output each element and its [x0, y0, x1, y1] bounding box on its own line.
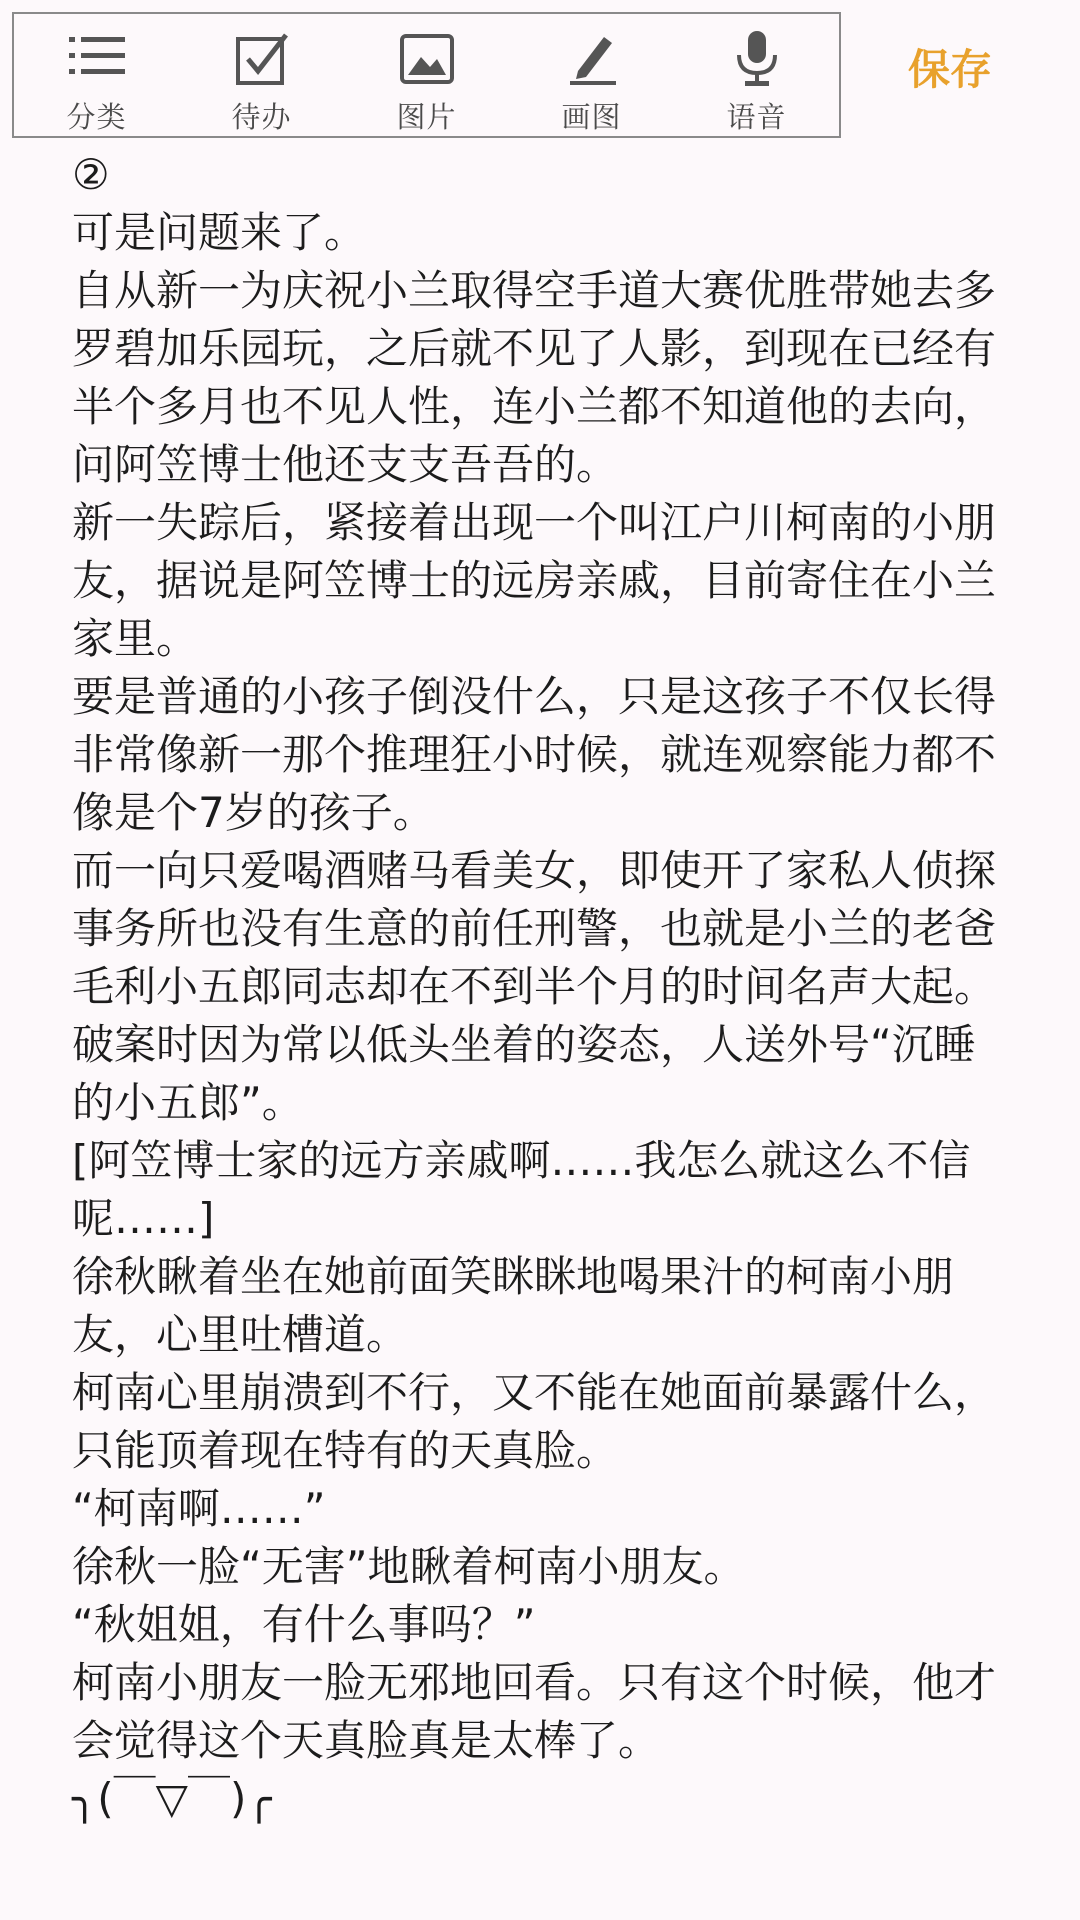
note-paragraph: ②: [72, 150, 110, 199]
note-paragraph: 徐秋一脸“无害”地瞅着柯南小朋友。: [72, 1542, 746, 1591]
pencil-icon: [560, 28, 624, 89]
microphone-icon: [725, 28, 789, 89]
save-button[interactable]: 保存: [908, 45, 993, 94]
note-paragraph: 要是普通的小孩子倒没什么，只是这孩子不仅长得非常像新一那个推理狂小时候，就连观察能力都不像是个7岁的孩子。: [72, 672, 997, 837]
draw-button[interactable]: [509, 14, 674, 136]
note-paragraph: 可是问题来了。: [72, 208, 367, 257]
category-label: 分类: [66, 100, 127, 134]
draw-label: 画图: [561, 100, 622, 134]
note-paragraph: 自从新一为庆祝小兰取得空手道大赛优胜带她去多罗碧加乐园玩，之后就不见了人影，到现在已经有半个多月也不见人性，连小兰都不知道他的去向，问阿笠博士他还支支吾吾的。: [72, 266, 997, 489]
note-paragraph: ╮(￣▽￣)╭: [72, 1774, 272, 1823]
todo-label: 待办: [231, 100, 292, 134]
voice-button[interactable]: [674, 14, 839, 136]
note-paragraph: 而一向只爱喝酒赌马看美女，即使开了家私人侦探事务所也没有生意的前任刑警，也就是小兰的老爸毛利小五郎同志却在不到半个月的时间名声大起。破案时因为常以低头坐着的姿态，人送外号“沉睡的小五郎”。: [72, 846, 997, 1127]
note-paragraph: [阿笠博士家的远方亲戚啊……我怎么就这么不信呢……]: [72, 1136, 971, 1243]
category-button[interactable]: [14, 14, 179, 136]
note-paragraph: 柯南心里崩溃到不行，又不能在她面前暴露什么，只能顶着现在特有的天真脸。: [72, 1368, 997, 1475]
toolbar: [12, 12, 841, 138]
note-paragraph: 新一失踪后，紧接着出现一个叫江户川柯南的小朋友，据说是阿笠博士的远房亲戚，目前寄住在小兰家里。: [72, 498, 997, 663]
note-paragraph: 徐秋瞅着坐在她前面笑眯眯地喝果汁的柯南小朋友，心里吐槽道。: [72, 1252, 955, 1359]
image-button[interactable]: [344, 14, 509, 136]
checkbox-icon: [230, 28, 294, 89]
image-icon: [395, 28, 459, 89]
voice-label: 语音: [726, 100, 787, 134]
note-content[interactable]: [72, 146, 1012, 1828]
list-icon: [65, 28, 129, 89]
note-paragraph: “柯南啊……”: [72, 1484, 326, 1533]
todo-button[interactable]: [179, 14, 344, 136]
image-label: 图片: [396, 100, 457, 134]
note-paragraph: “秋姐姐，有什么事吗？”: [72, 1600, 536, 1649]
note-paragraph: 柯南小朋友一脸无邪地回看。只有这个时候，他才会觉得这个天真脸真是太棒了。: [72, 1658, 997, 1765]
